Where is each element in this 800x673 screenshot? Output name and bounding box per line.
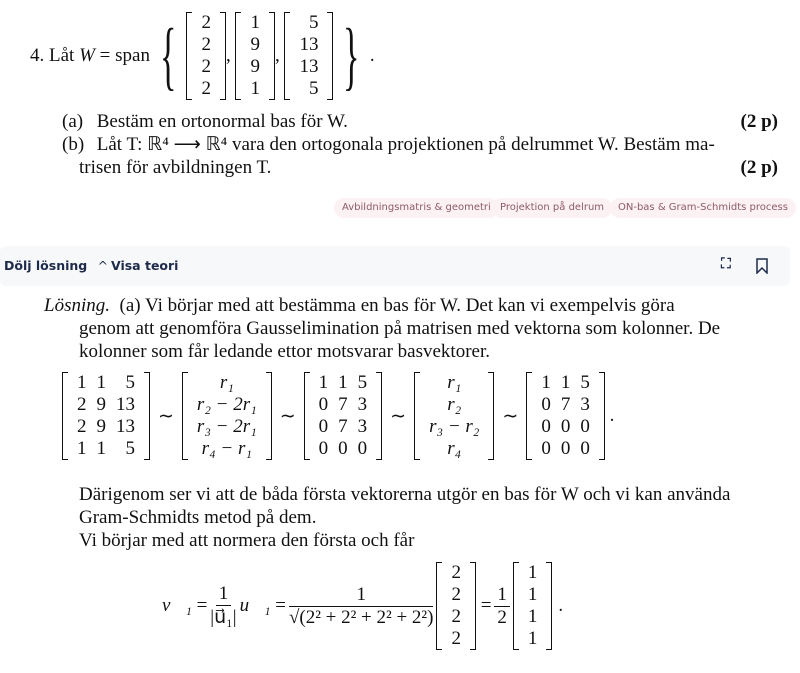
matrix-cell: 1: [96, 372, 106, 393]
matrix-cell: 3: [580, 394, 590, 415]
matrix-row: [196, 56, 216, 78]
equals: =: [480, 595, 492, 616]
show-theory-button[interactable]: Visa teori: [111, 258, 179, 273]
vector-3: [284, 12, 333, 100]
matrix-cell: r₂: [447, 394, 462, 415]
matrix-1: [62, 372, 150, 460]
chevron-up-icon: ^: [97, 258, 109, 273]
matrix-row: [446, 562, 466, 584]
v1: v⃗₁: [162, 595, 192, 616]
part-a: [62, 110, 778, 133]
vector-result: [513, 562, 553, 650]
matrix-cell: 2: [77, 416, 87, 437]
solution-text: (a) Vi börjar med att bestämma en bas för W. Det kan vi exempelvis göra: [119, 295, 675, 316]
matrix-row: [72, 416, 140, 438]
matrix-cell: 2: [451, 628, 461, 649]
matrix-cell: 5: [308, 12, 319, 33]
matrix-cell: 2: [77, 394, 87, 415]
matrix-cell: 1: [77, 438, 87, 459]
num: 1: [494, 584, 510, 607]
matrix-cell: 9: [250, 56, 260, 77]
matrix-cell: 2: [451, 584, 461, 605]
matrix-cell: 5: [580, 372, 590, 393]
matrix-cell: 1: [560, 372, 571, 393]
matrix-row: [245, 34, 265, 56]
vector-u1: [436, 562, 476, 650]
matrix-cell: 9: [96, 416, 106, 437]
period: .: [558, 595, 564, 616]
matrix-cell: 5: [308, 78, 319, 99]
matrix-row: [196, 78, 216, 100]
matrix-cell: 1: [527, 584, 538, 605]
matrix-row: [245, 12, 265, 34]
matrix-table: [424, 372, 484, 460]
equals: =: [196, 595, 208, 616]
solution-text: Vi börjar med att normera den första och får: [79, 530, 415, 551]
matrix-cell: 3: [357, 394, 368, 415]
matrix-cell: 1: [250, 12, 260, 33]
matrix-cell: 0: [580, 416, 590, 437]
matrix-row: [424, 394, 484, 416]
points: (2 p): [740, 157, 778, 178]
matrix-row: [536, 372, 595, 394]
tilde: ∼: [158, 405, 174, 427]
matrix-cell: 1: [527, 628, 538, 649]
tilde: ∼: [502, 405, 519, 427]
matrix-row: [446, 584, 466, 606]
matrix-cell: r₁: [447, 372, 462, 393]
solution-toolbar: [0, 246, 790, 286]
matrix-cell: 0: [318, 438, 329, 459]
part-text: Låt T: ℝ⁴ ⟶ ℝ⁴ vara den ortogonala projektionen på delrummet W. Bestäm ma-: [96, 134, 715, 155]
hide-solution-label: Dölj lösning: [4, 258, 88, 273]
matrix-table: [523, 562, 543, 650]
matrix-row: [192, 416, 262, 438]
equals: =: [275, 595, 286, 616]
matrix-cell: 2: [201, 56, 211, 77]
part-text: Bestäm en ortonormal bas för W.: [96, 111, 348, 132]
question-parts: [62, 110, 778, 179]
part-label: (b): [62, 134, 85, 155]
matrix-cell: 1: [527, 562, 538, 583]
vector-2: [235, 12, 275, 100]
matrix-cell: 13: [116, 394, 135, 415]
matrix-row: [72, 394, 140, 416]
matrix-cell: 1: [96, 438, 106, 459]
num: 1: [216, 583, 232, 606]
matrix-cell: 5: [125, 372, 135, 393]
matrix-cell: 5: [357, 372, 368, 393]
den: |u⃗₁|: [210, 607, 237, 628]
matrix-row: [245, 56, 265, 78]
intro-text: Låt: [49, 45, 75, 66]
tilde: ∼: [390, 405, 407, 427]
question-number: 4.: [30, 45, 45, 66]
period: .: [604, 405, 615, 426]
matrix-cell: r₃ − r₂: [429, 416, 480, 437]
matrix-cell: 0: [357, 438, 368, 459]
matrix-cell: 0: [338, 438, 348, 459]
matrix-table: [196, 12, 216, 100]
solution-text-2: [79, 483, 779, 552]
matrix-cell: 3: [357, 416, 368, 437]
solution-text: genom att genomföra Gausselimination på matrisen med vektorna som kolonner. De: [79, 318, 721, 339]
matrix-cell: 1: [318, 372, 329, 393]
matrix-cell: r₄: [447, 438, 462, 459]
right-brace: }: [343, 14, 360, 98]
fullscreen-icon[interactable]: ⛶: [721, 256, 731, 272]
matrix-row: [196, 12, 216, 34]
matrix-2: [304, 372, 383, 460]
den: 2: [497, 606, 507, 628]
matrix-table: [446, 562, 466, 650]
solution-text: kolonner som får ledande ettor motsvarar basvektorer.: [79, 341, 490, 362]
matrix-cell: 7: [560, 394, 571, 415]
matrix-row: [72, 372, 140, 394]
matrix-row: [536, 416, 595, 438]
matrix-row: [72, 438, 140, 460]
matrix-cell: 13: [299, 56, 319, 77]
matrix-row: [523, 562, 543, 584]
matrix-row: [536, 438, 595, 460]
matrix-row: [536, 394, 595, 416]
matrix-cell: r₃ − 2r₁: [196, 416, 257, 437]
matrix-cell: 13: [116, 416, 135, 437]
matrix-row: [523, 628, 543, 650]
matrix-row: [314, 438, 373, 460]
question-header: 4. Låt W = span { 2 2 2 2 , 1 9 9 1 , 5 13 13 5 } .: [30, 12, 375, 99]
matrix-cell: 1: [527, 606, 538, 627]
matrix-cell: 0: [560, 416, 571, 437]
matrix-row: [523, 606, 543, 628]
row-ops-2: [414, 372, 494, 460]
matrix-cell: 7: [338, 394, 348, 415]
matrix-row: [314, 416, 373, 438]
matrix-cell: 2: [201, 34, 211, 55]
matrix-row: [192, 372, 262, 394]
matrix-3: [526, 372, 605, 460]
matrix-cell: 0: [541, 416, 551, 437]
period: .: [369, 45, 375, 66]
matrix-row: [446, 606, 466, 628]
u1: u⃗₁: [239, 595, 271, 616]
left-brace: {: [159, 14, 177, 98]
den: √(2² + 2² + 2² + 2²): [288, 606, 434, 628]
part-b-cont: [62, 156, 778, 179]
matrix-row: [245, 78, 265, 100]
num: 1: [356, 583, 366, 605]
solution-text: Därigenom ser vi att de båda första vektorerna utgör en bas för W och vi kan använda: [79, 484, 731, 505]
matrix-row: [523, 584, 543, 606]
matrix-table: [536, 372, 595, 460]
fraction: [494, 584, 510, 629]
fraction: [210, 583, 236, 629]
matrix-cell: 2: [201, 12, 211, 33]
matrix-row: [196, 34, 216, 56]
matrix-table: [192, 372, 262, 460]
hide-solution-button[interactable]: [4, 258, 108, 273]
solution-label: Lösning.: [44, 295, 110, 316]
tag-projektion[interactable]: Projektion på delrum: [492, 198, 612, 218]
part-b: [62, 133, 778, 156]
points: (2 p): [740, 111, 778, 132]
matrix-row: [294, 56, 323, 78]
matrix-table: [72, 372, 140, 460]
tag-avbildningsmatris[interactable]: Avbildningsmatris & geometri: [334, 198, 499, 218]
span-text: = span: [99, 45, 150, 66]
tag-on-bas[interactable]: ON-bas & Gram-Schmidts process: [610, 198, 796, 218]
matrix-cell: 9: [96, 394, 106, 415]
matrix-row: [314, 394, 373, 416]
normalization-formula: [162, 562, 563, 650]
matrix-cell: 13: [299, 34, 319, 55]
matrix-cell: 1: [250, 78, 260, 99]
matrix-cell: 0: [541, 394, 551, 415]
matrix-row: [424, 438, 484, 460]
matrix-row: [294, 12, 323, 34]
matrix-cell: 0: [560, 438, 571, 459]
matrix-row: [192, 438, 262, 460]
solution-text: Gram-Schmidts metod på dem.: [79, 507, 317, 528]
part-label: (a): [62, 111, 84, 132]
matrix-cell: 0: [318, 416, 329, 437]
w-symbol: W: [79, 45, 95, 66]
gauss-elimination: [62, 372, 614, 460]
matrix-row: [294, 34, 323, 56]
matrix-table: [294, 12, 323, 100]
vector-1: [186, 12, 226, 100]
matrix-cell: 2: [201, 78, 211, 99]
matrix-cell: 2: [451, 606, 461, 627]
matrix-cell: 0: [318, 394, 329, 415]
matrix-cell: 1: [338, 372, 348, 393]
matrix-cell: 2: [451, 562, 461, 583]
matrix-row: [424, 416, 484, 438]
fraction: [289, 584, 434, 629]
matrix-row: [446, 628, 466, 650]
bookmark-icon[interactable]: [756, 258, 768, 274]
matrix-cell: r₂ − 2r₁: [196, 394, 257, 415]
matrix-table: [245, 12, 265, 100]
matrix-cell: 7: [338, 416, 348, 437]
matrix-cell: 0: [541, 438, 551, 459]
matrix-table: [314, 372, 373, 460]
matrix-cell: 0: [580, 438, 590, 459]
part-text: trisen för avbildningen T.: [79, 157, 272, 178]
matrix-row: [294, 78, 323, 100]
matrix-cell: 5: [125, 438, 135, 459]
tilde: ∼: [279, 405, 296, 427]
matrix-cell: 9: [250, 34, 260, 55]
matrix-cell: r₁: [219, 372, 234, 393]
solution-intro: [44, 294, 764, 363]
row-ops-1: [182, 372, 272, 460]
matrix-cell: 1: [77, 372, 87, 393]
matrix-row: [424, 372, 484, 394]
matrix-row: [192, 394, 262, 416]
matrix-cell: 1: [541, 372, 551, 393]
matrix-cell: r₄ − r₁: [201, 438, 252, 459]
matrix-row: [314, 372, 373, 394]
